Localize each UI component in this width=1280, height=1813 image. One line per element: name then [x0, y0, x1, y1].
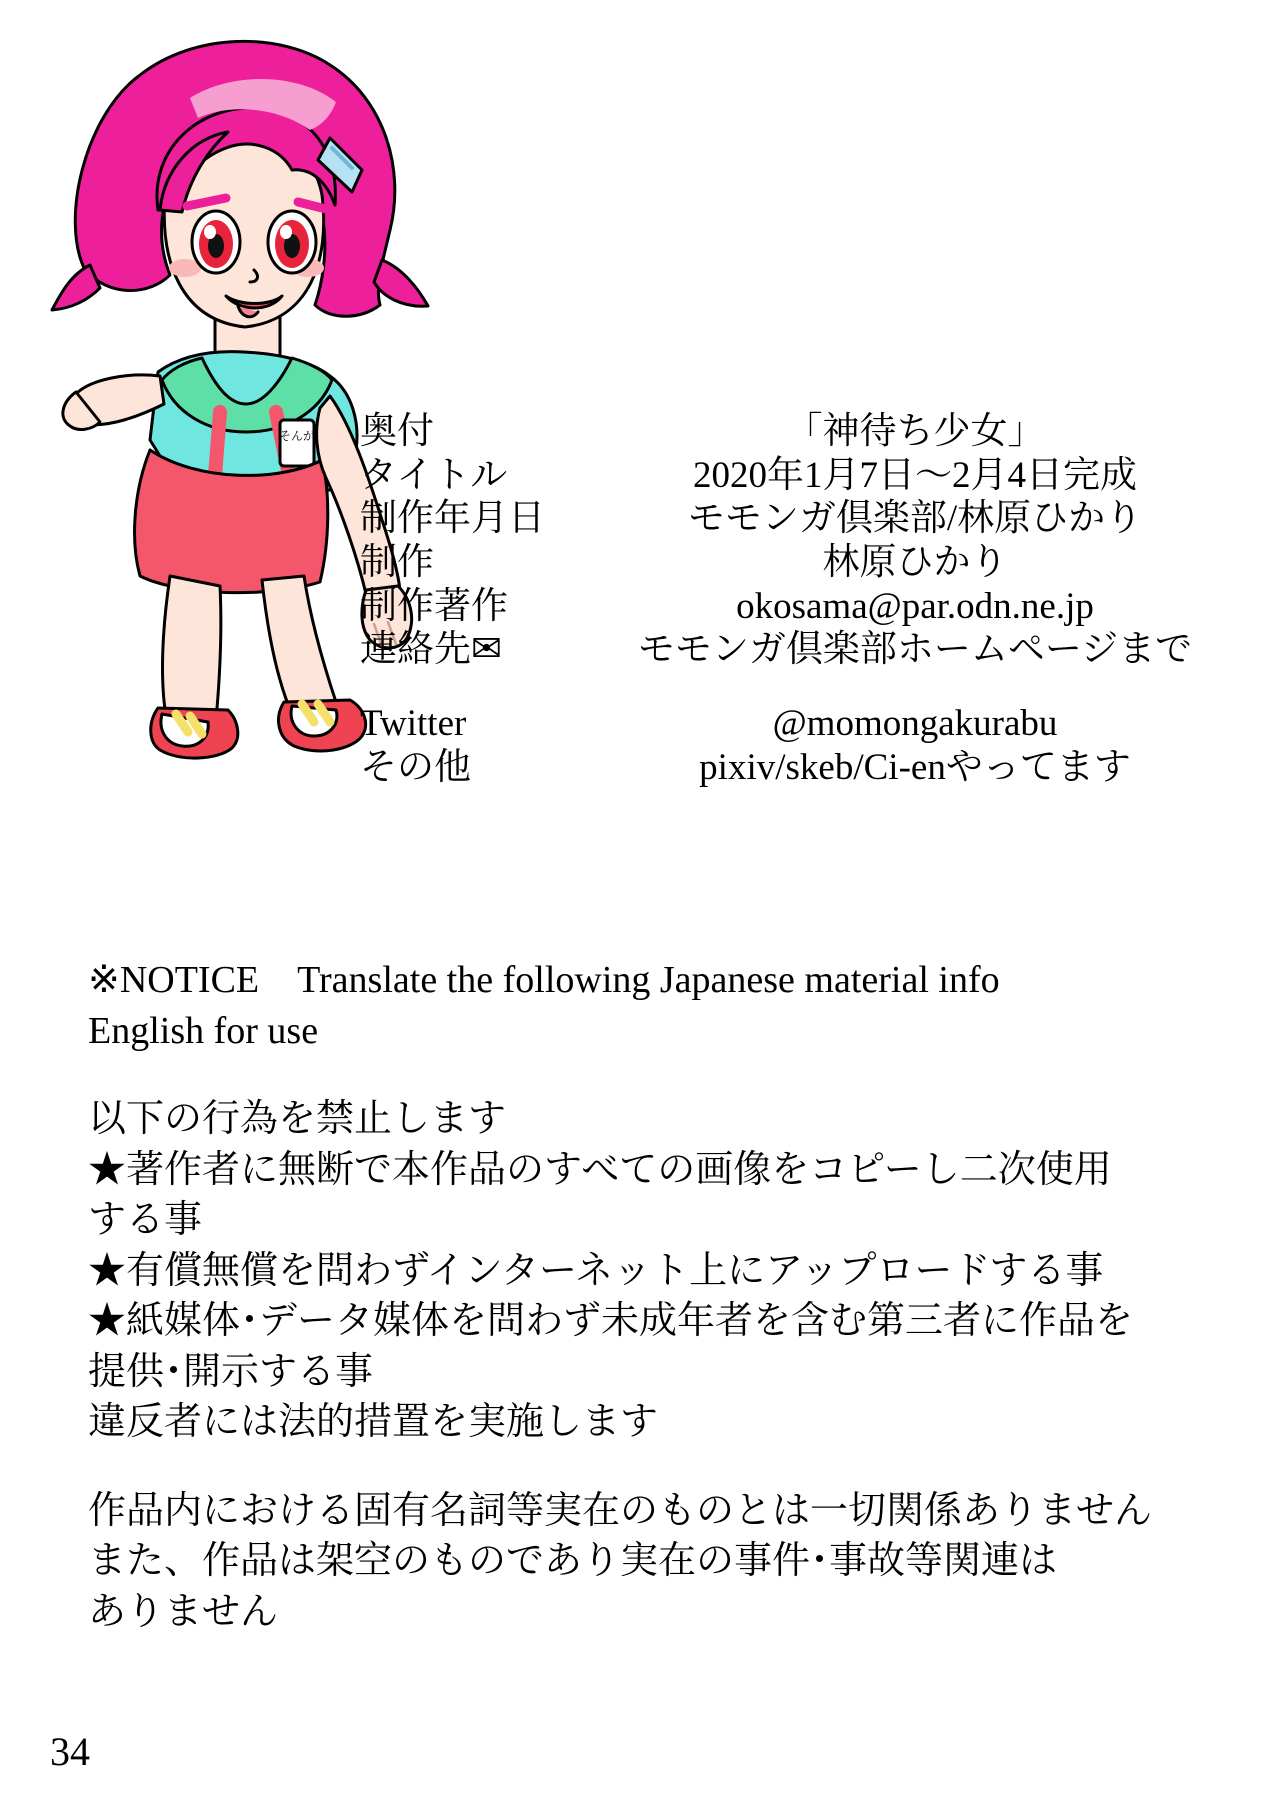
notice-line: ★紙媒体･データ媒体を問わず未成年者を含む第三者に作品を [88, 1300, 1134, 1343]
colophon-label: その他 [360, 746, 471, 788]
eye-right [268, 211, 316, 273]
colophon-label: Twitter [360, 702, 467, 744]
colophon-label: 奥付 [360, 411, 434, 452]
colophon-value: 林原ひかり [822, 541, 1008, 583]
notice-line: する事 [88, 1199, 203, 1242]
notice-block [88, 955, 1208, 1637]
table-row [360, 541, 1220, 585]
notice-line: 提供･開示する事 [88, 1350, 374, 1393]
notice-gap [88, 1448, 1208, 1486]
table-row [360, 628, 1220, 672]
colophon-block [360, 410, 1220, 789]
colophon-label: 制作著作 [360, 585, 508, 627]
colophon-value: okosama@par.odn.ne.jp [736, 585, 1094, 627]
hair-tip-right [374, 260, 428, 306]
colophon-label: 連絡先✉ [360, 629, 503, 671]
notice-heading-line-2: English for use [88, 1009, 319, 1052]
colophon-label: タイトル [360, 454, 508, 496]
eye-left [192, 211, 240, 273]
table-row [360, 497, 1220, 541]
disclaimer-line: ありません [88, 1590, 279, 1633]
shoe-right [279, 700, 366, 751]
colophon-label: 制作 [360, 541, 434, 583]
colophon-value: モモンガ倶楽部ホームページまで [637, 629, 1193, 671]
leg-right [262, 576, 336, 714]
leg-left [163, 576, 221, 720]
notice-line: 以下の行為を禁止します [88, 1098, 507, 1141]
notice-gap [88, 1056, 1208, 1094]
name-badge [279, 420, 315, 466]
table-row [360, 585, 1220, 629]
colophon-value: 2020年1月7日～2月4日完成 [693, 454, 1137, 496]
table-row [360, 746, 1220, 790]
colophon-value: pixiv/skeb/Ci-enやってます [699, 746, 1131, 788]
disclaimer-line: 作品内における固有名詞等実在のものとは一切関係ありません [88, 1489, 1153, 1532]
table-spacer [360, 672, 1220, 702]
table-row [360, 702, 1220, 746]
shoe-left [151, 708, 238, 758]
notice-heading-line-1: ※NOTICE Translate the following Japanese material info [88, 959, 1000, 1001]
notice-line: 違反者には法的措置を実施します [88, 1401, 659, 1444]
hair-tip-left [52, 265, 100, 310]
notice-line: ★著作者に無断で本作品のすべての画像をコピーし二次使用 [88, 1148, 1112, 1191]
colophon-table [360, 410, 1220, 789]
notice-line: ★有償無償を問わずインターネット上にアップロードする事 [88, 1249, 1104, 1292]
page-number: 34 [50, 1729, 90, 1774]
table-row [360, 410, 1220, 454]
disclaimer-line: また、作品は架空のものであり実在の事件･事故等関連は [88, 1540, 1058, 1583]
colophon-value: モモンガ倶楽部/林原ひかり [687, 498, 1143, 540]
table-row [360, 454, 1220, 498]
colophon-value: @momongakurabu [772, 702, 1058, 744]
colophon-value: 「神待ち少女」 [785, 411, 1045, 452]
badge-text: そんが [278, 429, 316, 443]
colophon-label: 制作年月日 [360, 498, 545, 540]
